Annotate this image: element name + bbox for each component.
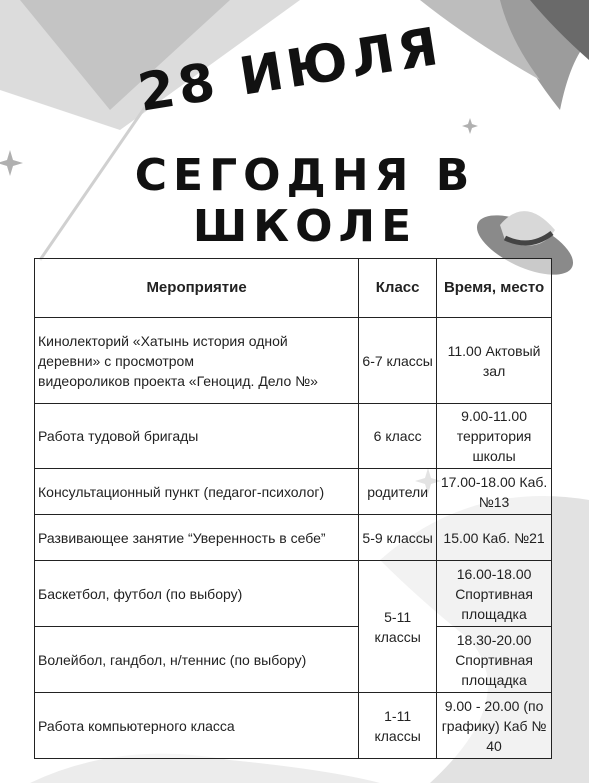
table-row: [35, 404, 552, 469]
event-text-line: видеороликов проекта «Геноцид. Дело №»: [38, 372, 318, 389]
event-cell: [35, 318, 359, 404]
date-heading: 28 ИЮЛЯ: [134, 16, 447, 124]
class-cell: 5-9 классы: [359, 515, 437, 561]
event-text-line: деревни» с просмотром: [38, 352, 194, 369]
time-cell: 9.00-11.00 территория школы: [437, 404, 552, 469]
time-cell: 15.00 Каб. №21: [437, 515, 552, 561]
class-cell: 5-11 классы: [359, 561, 437, 693]
table-header-row: [35, 259, 552, 318]
class-cell: 6-7 классы: [359, 318, 437, 404]
table-row: [35, 318, 552, 404]
event-text-line: Кинолекторий «Хатынь история одной: [38, 332, 288, 349]
table-row: [35, 627, 552, 693]
col-header-time: Время, место: [437, 259, 552, 318]
col-header-event: Мероприятие: [35, 259, 359, 318]
event-cell: Работа тудовой бригады: [35, 404, 359, 469]
sparkle-icon: [0, 150, 23, 176]
table-row: [35, 693, 552, 759]
table-row: [35, 469, 552, 515]
class-cell: 1-11 классы: [359, 693, 437, 759]
page-title: СЕГОДНЯ В ШКОЛЕ: [134, 150, 476, 252]
class-cell: родители: [359, 469, 437, 515]
time-cell: 17.00-18.00 Каб. №13: [437, 469, 552, 515]
time-cell: 18.30-20.00 Спортивная площадка: [437, 627, 552, 693]
event-cell: Баскетбол, футбол (по выбору): [35, 561, 359, 627]
class-cell: 6 класс: [359, 404, 437, 469]
schedule-table: [34, 258, 552, 759]
event-cell: Волейбол, гандбол, н/теннис (по выбору): [35, 627, 359, 693]
table-row: [35, 515, 552, 561]
event-cell: Работа компьютерного класса: [35, 693, 359, 759]
event-cell: Развивающее занятие “Уверенность в себе”: [35, 515, 359, 561]
event-cell: Консультационный пункт (педагог-психолог): [35, 469, 359, 515]
table-row: [35, 561, 552, 627]
col-header-class: Класс: [359, 259, 437, 318]
time-cell: 16.00-18.00 Спортивная площадка: [437, 561, 552, 627]
time-cell: 9.00 - 20.00 (по графику) Каб № 40: [437, 693, 552, 759]
time-cell: 11.00 Актовый зал: [437, 318, 552, 404]
